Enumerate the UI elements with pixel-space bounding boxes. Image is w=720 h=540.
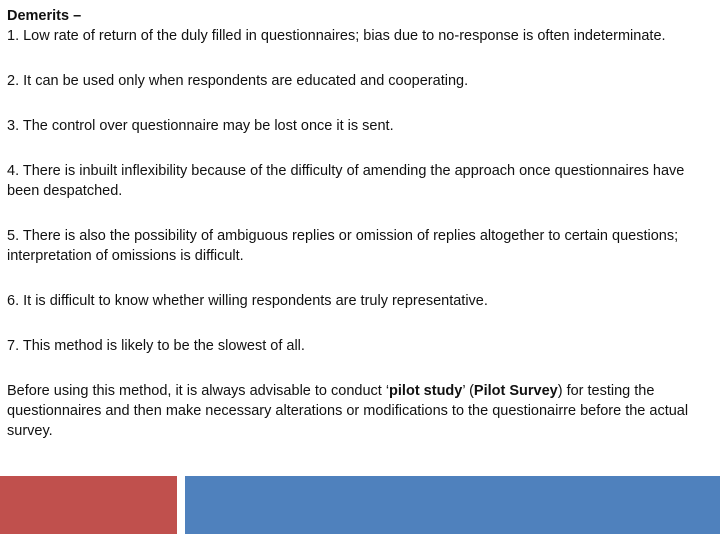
closing-text-1: Before using this method, it is always advisable to conduct ‘: [7, 383, 390, 399]
slide-body: [7, 6, 715, 466]
footer-bar-red: [0, 476, 177, 534]
demerit-item-7: 7. This method is likely to be the slowest of all.: [7, 338, 305, 354]
demerit-item-5: 5. There is also the possibility of ambiguous replies or omission of replies altogether to certain questions; interpretation of omissions is difficult.: [7, 228, 679, 264]
demerit-item-3: 3. The control over questionnaire may be lost once it is sent.: [7, 118, 394, 134]
closing-text-2: ’ (: [462, 383, 474, 399]
footer-bar-blue: [185, 476, 720, 534]
demerit-item-6: 6. It is difficult to know whether willing respondents are truly representative.: [7, 293, 488, 309]
demerits-block: [7, 6, 715, 46]
demerit-item-2: 2. It can be used only when respondents are educated and cooperating.: [7, 73, 469, 89]
demerit-item-1: 1. Low rate of return of the duly filled in questionnaires; bias due to no-response is often indeterminate.: [7, 28, 666, 44]
closing-paragraph: [7, 381, 715, 441]
demerit-item-4: 4. There is inbuilt inflexibility because of the difficulty of amending the approach once questionnaires have been despatched.: [7, 163, 685, 199]
demerits-heading: Demerits –: [7, 8, 82, 24]
pilot-study-term: pilot study: [389, 383, 463, 399]
closing-text-3: ) for testing the questionnaires and then make necessary alterations or modifications to the questionairre before the actual survey.: [7, 383, 689, 439]
pilot-survey-term: Pilot Survey: [473, 383, 558, 399]
